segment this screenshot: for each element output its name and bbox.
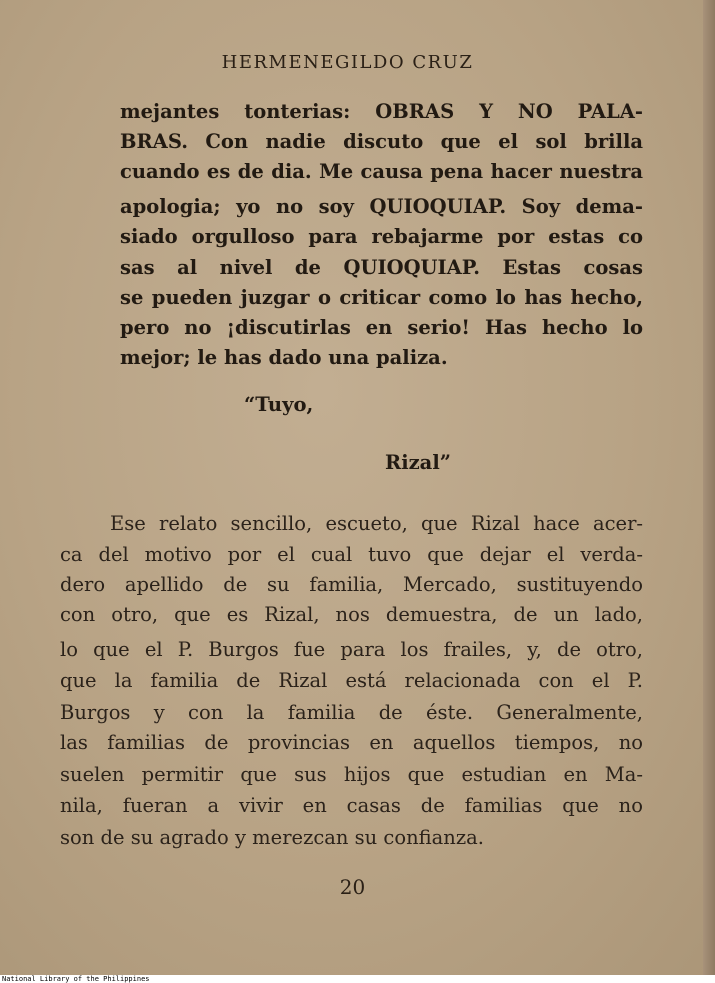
letter-line: pero no ¡discutirlas en serio! Has hecho lo: [120, 316, 643, 339]
signature-closing: “Tuyo,: [244, 393, 314, 416]
page-number: 20: [339, 875, 366, 899]
letter-line: mejantes tonterias: OBRAS Y NO PALA-: [120, 100, 643, 123]
letter-line: sas al nivel de QUIOQUIAP. Estas cosas: [120, 256, 643, 279]
paragraph-line: ca del motivo por el cual tuvo que dejar el verda-: [60, 543, 643, 566]
paragraph-line: son de su agrado y merezcan su confianza.: [60, 826, 484, 849]
letter-line: se pueden juzgar o criticar como lo has hecho,: [120, 286, 643, 309]
paragraph-line: Ese relato sencillo, escueto, que Rizal hace acer-: [110, 512, 643, 535]
letter-line: apologia; yo no soy QUIOQUIAP. Soy dema-: [120, 195, 643, 218]
signature-name: Rizal”: [385, 451, 451, 474]
paragraph-line: lo que el P. Burgos fue para los frailes, y, de otro,: [60, 638, 643, 661]
letter-line: mejor; le has dado una paliza.: [120, 346, 448, 369]
footer-credit: National Library of the Philippines: [2, 975, 150, 983]
letter-line: BRAS. Con nadie discuto que el sol brilla: [120, 130, 643, 153]
letter-line: siado orgulloso para rebajarme por estas co: [120, 225, 643, 248]
paragraph-line: dero apellido de su familia, Mercado, sustituyendo: [60, 573, 643, 596]
paragraph-line: suelen permitir que sus hijos que estudian en Ma-: [60, 763, 643, 786]
letter-line: cuando es de dia. Me causa pena hacer nuestra: [120, 160, 643, 183]
paragraph-line: las familias de provincias en aquellos tiempos, no: [60, 731, 643, 754]
paragraph-line: Burgos y con la familia de éste. Generalmente,: [60, 701, 643, 724]
running-header: HERMENEGILDO CRUZ: [221, 52, 474, 73]
paragraph-line: que la familia de Rizal está relacionada con el P.: [60, 669, 643, 692]
paragraph-line: con otro, que es Rizal, nos demuestra, de un lado,: [60, 603, 643, 626]
paragraph-line: nila, fueran a vivir en casas de familias que no: [60, 794, 643, 817]
page-edge: [703, 0, 715, 975]
